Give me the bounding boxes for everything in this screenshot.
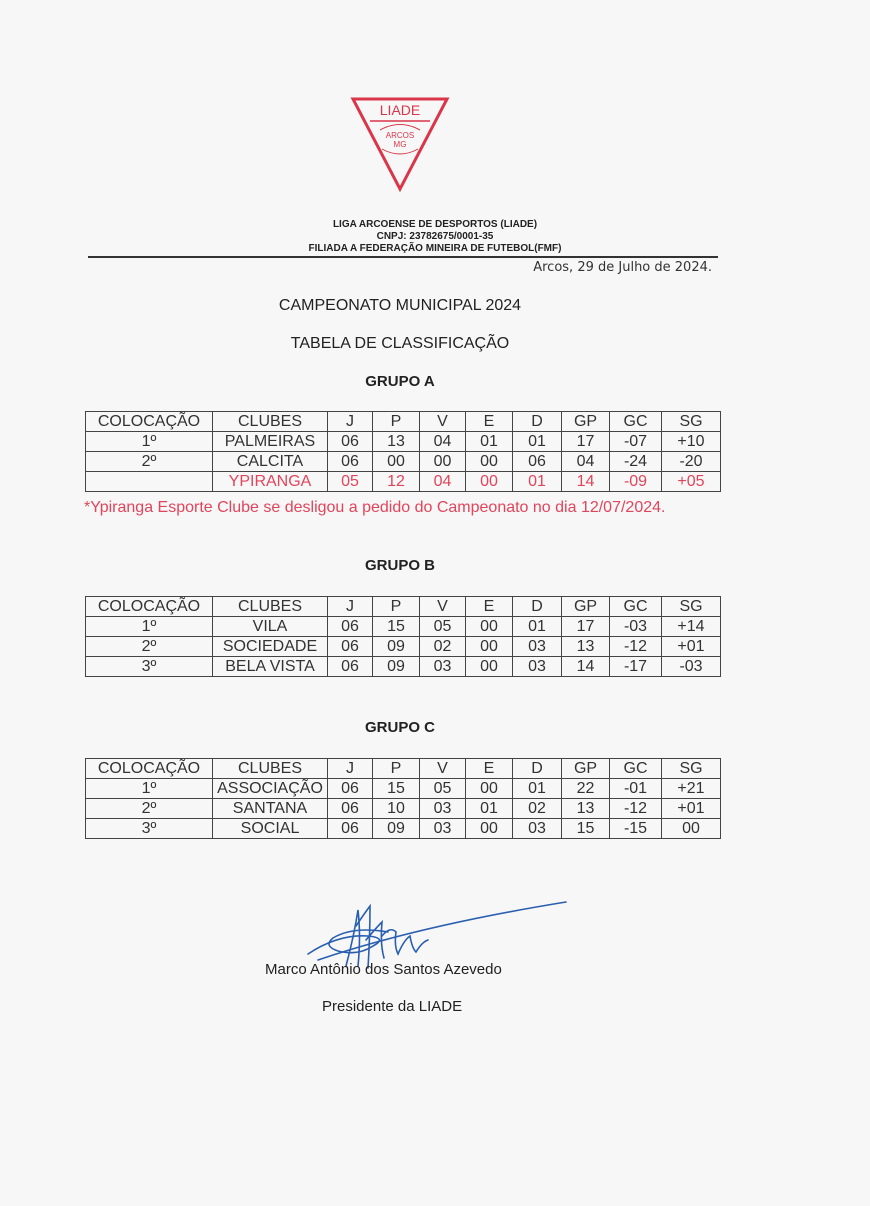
org-cnpj: CNPJ: 23782675/0001-35 — [376, 231, 494, 242]
cell-clube: SOCIEDADE — [213, 637, 328, 657]
cell-clube: ASSOCIAÇÃO — [213, 779, 328, 799]
table-row-withdrawn — [86, 472, 721, 492]
logo-state: MG — [393, 140, 407, 149]
header-v: V — [420, 412, 466, 432]
signatory-role: Presidente da LIADE — [322, 998, 463, 1015]
cell-colocacao: 1º — [86, 617, 213, 637]
cell-colocacao: 2º — [86, 452, 213, 472]
cell-v: 03 — [420, 799, 466, 819]
cell-d: 06 — [513, 452, 562, 472]
cell-j: 05 — [328, 472, 373, 492]
header-gc: GC — [610, 597, 662, 617]
cell-e: 00 — [466, 472, 513, 492]
header-clubes: CLUBES — [213, 412, 328, 432]
cell-gp: 17 — [562, 432, 610, 452]
table-header-row — [86, 759, 721, 779]
cell-gc: -12 — [610, 637, 662, 657]
table-row — [86, 799, 721, 819]
header-p: P — [373, 597, 420, 617]
cell-colocacao: 3º — [86, 657, 213, 677]
cell-d: 01 — [513, 472, 562, 492]
cell-gp: 13 — [562, 637, 610, 657]
cell-d: 01 — [513, 617, 562, 637]
header-j: J — [328, 597, 373, 617]
cell-e: 01 — [466, 432, 513, 452]
table-row — [86, 637, 721, 657]
table-row — [86, 432, 721, 452]
table-row — [86, 452, 721, 472]
cell-sg: +21 — [662, 779, 721, 799]
cell-colocacao: 3º — [86, 819, 213, 839]
cell-p: 13 — [373, 432, 420, 452]
cell-gc: -07 — [610, 432, 662, 452]
header-gc: GC — [610, 412, 662, 432]
cell-p: 15 — [373, 779, 420, 799]
cell-p: 09 — [373, 637, 420, 657]
org-affiliation: FILIADA A FEDERAÇÃO MINEIRA DE FUTEBOL(FMF) — [308, 243, 562, 254]
cell-d: 03 — [513, 819, 562, 839]
cell-j: 06 — [328, 617, 373, 637]
cell-clube: PALMEIRAS — [213, 432, 328, 452]
cell-sg: +10 — [662, 432, 721, 452]
header-colocacao: COLOCAÇÃO — [86, 412, 213, 432]
table-row — [86, 657, 721, 677]
logo-city: ARCOS — [385, 131, 415, 140]
cell-d: 01 — [513, 779, 562, 799]
cell-d: 01 — [513, 432, 562, 452]
cell-colocacao: 2º — [86, 799, 213, 819]
cell-gc: -09 — [610, 472, 662, 492]
header-v: V — [420, 597, 466, 617]
cell-clube: SANTANA — [213, 799, 328, 819]
cell-gp: 14 — [562, 472, 610, 492]
table-header-row — [86, 597, 721, 617]
group-b-title: GRUPO B — [364, 557, 435, 574]
header-j: J — [328, 759, 373, 779]
cell-gp: 17 — [562, 617, 610, 637]
cell-gc: -01 — [610, 779, 662, 799]
logo-label: LIADE — [379, 102, 421, 118]
cell-p: 00 — [373, 452, 420, 472]
cell-gp: 22 — [562, 779, 610, 799]
cell-gc: -15 — [610, 819, 662, 839]
cell-colocacao: 1º — [86, 432, 213, 452]
withdrawal-note: *Ypiranga Esporte Clube se desligou a pedido do Campeonato no dia 12/07/2024. — [84, 499, 666, 516]
cell-gp: 14 — [562, 657, 610, 677]
group-a-title: GRUPO A — [365, 373, 435, 390]
group-c-title: GRUPO C — [364, 719, 435, 736]
cell-colocacao — [86, 472, 213, 492]
cell-d: 03 — [513, 657, 562, 677]
cell-colocacao: 2º — [86, 637, 213, 657]
header-divider — [88, 256, 718, 258]
cell-v: 03 — [420, 819, 466, 839]
cell-colocacao: 1º — [86, 779, 213, 799]
table-subtitle: TABELA DE CLASSIFICAÇÃO — [290, 335, 510, 352]
cell-e: 01 — [466, 799, 513, 819]
table-row — [86, 779, 721, 799]
header-clubes: CLUBES — [213, 759, 328, 779]
cell-sg: +01 — [662, 799, 721, 819]
cell-j: 06 — [328, 799, 373, 819]
table-header-row — [86, 412, 721, 432]
signatory-name: Marco Antônio dos Santos Azevedo — [265, 961, 502, 978]
cell-sg: +05 — [662, 472, 721, 492]
cell-j: 06 — [328, 637, 373, 657]
group-a-table — [85, 411, 721, 492]
cell-j: 06 — [328, 819, 373, 839]
cell-clube: YPIRANGA — [213, 472, 328, 492]
header-clubes: CLUBES — [213, 597, 328, 617]
header-p: P — [373, 759, 420, 779]
header-colocacao: COLOCAÇÃO — [86, 759, 213, 779]
cell-clube: BELA VISTA — [213, 657, 328, 677]
cell-e: 00 — [466, 779, 513, 799]
cell-v: 00 — [420, 452, 466, 472]
group-b-table — [85, 596, 721, 677]
header-p: P — [373, 412, 420, 432]
cell-sg: +01 — [662, 637, 721, 657]
header-gp: GP — [562, 759, 610, 779]
header-v: V — [420, 759, 466, 779]
header-d: D — [513, 759, 562, 779]
header-sg: SG — [662, 759, 721, 779]
cell-d: 03 — [513, 637, 562, 657]
cell-j: 06 — [328, 432, 373, 452]
cell-sg: 00 — [662, 819, 721, 839]
cell-v: 03 — [420, 657, 466, 677]
cell-e: 00 — [466, 657, 513, 677]
cell-clube: SOCIAL — [213, 819, 328, 839]
group-c-table — [85, 758, 721, 839]
cell-gp: 13 — [562, 799, 610, 819]
cell-p: 10 — [373, 799, 420, 819]
header-gc: GC — [610, 759, 662, 779]
header-gp: GP — [562, 412, 610, 432]
cell-v: 04 — [420, 432, 466, 452]
cell-v: 04 — [420, 472, 466, 492]
document-date: Arcos, 29 de Julho de 2024. — [533, 260, 712, 275]
cell-p: 12 — [373, 472, 420, 492]
cell-sg: -20 — [662, 452, 721, 472]
header-j: J — [328, 412, 373, 432]
signature-scribble — [298, 896, 568, 1006]
cell-gc: -17 — [610, 657, 662, 677]
cell-e: 00 — [466, 452, 513, 472]
header-sg: SG — [662, 412, 721, 432]
header-e: E — [466, 759, 513, 779]
cell-j: 06 — [328, 657, 373, 677]
cell-j: 06 — [328, 452, 373, 472]
header-e: E — [466, 597, 513, 617]
cell-p: 09 — [373, 657, 420, 677]
header-e: E — [466, 412, 513, 432]
cell-gp: 04 — [562, 452, 610, 472]
org-name: LIGA ARCOENSE DE DESPORTOS (LIADE) — [332, 219, 538, 230]
cell-clube: VILA — [213, 617, 328, 637]
championship-title: CAMPEONATO MUNICIPAL 2024 — [278, 297, 522, 314]
cell-v: 05 — [420, 617, 466, 637]
cell-sg: -03 — [662, 657, 721, 677]
cell-e: 00 — [466, 819, 513, 839]
header-gp: GP — [562, 597, 610, 617]
table-row — [86, 819, 721, 839]
header-sg: SG — [662, 597, 721, 617]
cell-j: 06 — [328, 779, 373, 799]
header-d: D — [513, 597, 562, 617]
cell-gc: -12 — [610, 799, 662, 819]
table-row — [86, 617, 721, 637]
cell-sg: +14 — [662, 617, 721, 637]
cell-e: 00 — [466, 637, 513, 657]
cell-v: 05 — [420, 779, 466, 799]
header-d: D — [513, 412, 562, 432]
cell-p: 15 — [373, 617, 420, 637]
cell-clube: CALCITA — [213, 452, 328, 472]
liade-logo — [350, 96, 450, 192]
cell-gp: 15 — [562, 819, 610, 839]
cell-v: 02 — [420, 637, 466, 657]
cell-e: 00 — [466, 617, 513, 637]
cell-gc: -03 — [610, 617, 662, 637]
header-colocacao: COLOCAÇÃO — [86, 597, 213, 617]
cell-d: 02 — [513, 799, 562, 819]
cell-p: 09 — [373, 819, 420, 839]
cell-gc: -24 — [610, 452, 662, 472]
